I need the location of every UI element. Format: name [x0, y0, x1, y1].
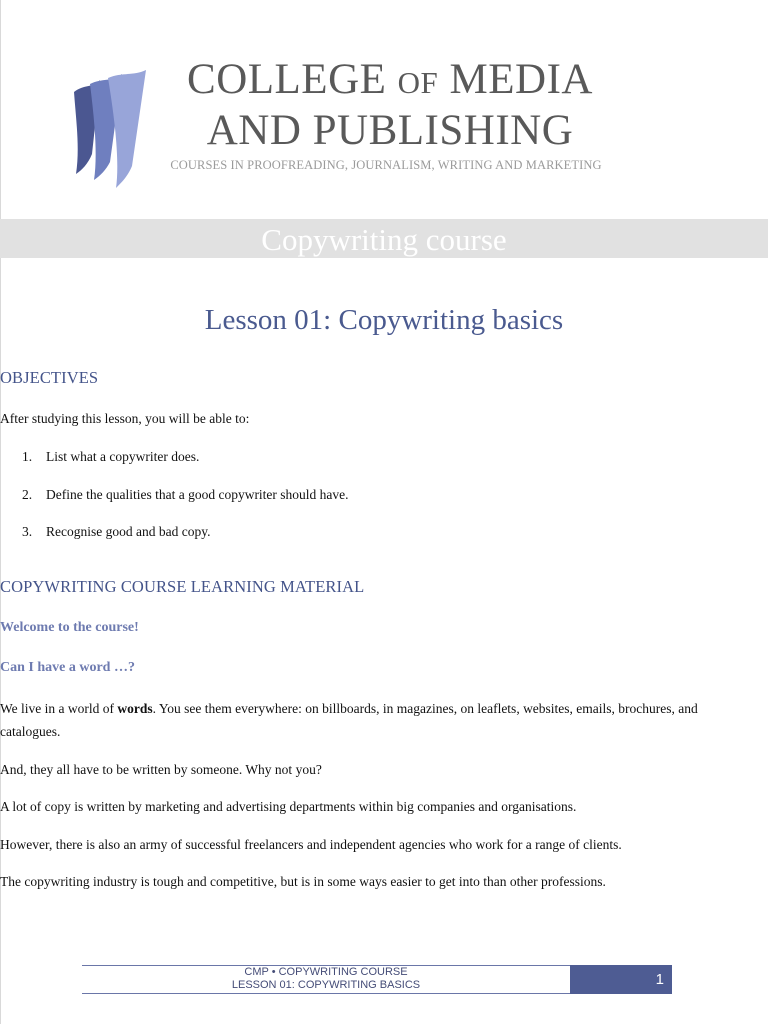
objectives-heading: OBJECTIVES	[0, 368, 99, 387]
paragraph-words-end: . You see them everywhere: on billboards, in magazines, on leaflets, websites, emails, brochures, and catalogues.	[0, 701, 698, 739]
welcome-subheading: Welcome to the course!	[0, 620, 139, 635]
college-name-word-college: COLLEGE	[187, 56, 398, 103]
college-tagline: COURSES IN PROOFREADING, JOURNALISM, WRITING AND MARKETING	[170, 158, 602, 172]
paragraph-written-by: And, they all have to be written by someone. Why not you?	[0, 762, 322, 777]
objective-number: 2.	[22, 486, 33, 502]
college-name-line-2: AND PUBLISHING	[206, 107, 574, 154]
page-footer	[82, 965, 672, 994]
can-i-have-a-word-subheading: Can I have a word …?	[0, 660, 135, 675]
college-name	[160, 56, 620, 155]
college-name-word-of: OF	[397, 65, 439, 100]
college-name-line-1	[160, 56, 620, 107]
paragraph-words-start: We live in a world of	[0, 701, 118, 716]
footer-text	[82, 966, 570, 992]
paragraph-words-bold: words	[117, 701, 153, 716]
college-logo-icon	[70, 70, 150, 188]
lesson-title: Lesson 01: Copywriting basics	[204, 304, 564, 336]
objective-text: Recognise good and bad copy.	[46, 524, 211, 539]
objective-number: 1.	[22, 449, 33, 464]
course-banner: Copywriting course	[0, 219, 768, 258]
page-number: 1	[570, 965, 672, 994]
paragraph-freelancers: However, there is also an army of successful freelancers and independent agencies who work for a range of clients.	[0, 837, 622, 852]
objective-number: 3.	[22, 524, 33, 539]
paragraph-words	[0, 697, 740, 743]
footer-lesson-line: LESSON 01: COPYWRITING BASICS	[231, 979, 421, 991]
objectives-intro: After studying this lesson, you will be able to:	[0, 411, 250, 426]
paragraph-copy-departments: A lot of copy is written by marketing and advertising departments within big companies and organisations.	[0, 799, 577, 814]
footer-course-line: CMP • COPYWRITING COURSE	[244, 966, 408, 978]
objective-text: Define the qualities that a good copywriter should have.	[46, 486, 349, 502]
footer-bottom-rule	[82, 993, 570, 994]
objective-text: List what a copywriter does.	[46, 449, 200, 464]
paragraph-industry: The copywriting industry is tough and competitive, but is in some ways easier to get into than other professions.	[0, 874, 606, 889]
material-heading: COPYWRITING COURSE LEARNING MATERIAL	[0, 577, 365, 596]
college-name-word-media: MEDIA	[438, 56, 593, 103]
